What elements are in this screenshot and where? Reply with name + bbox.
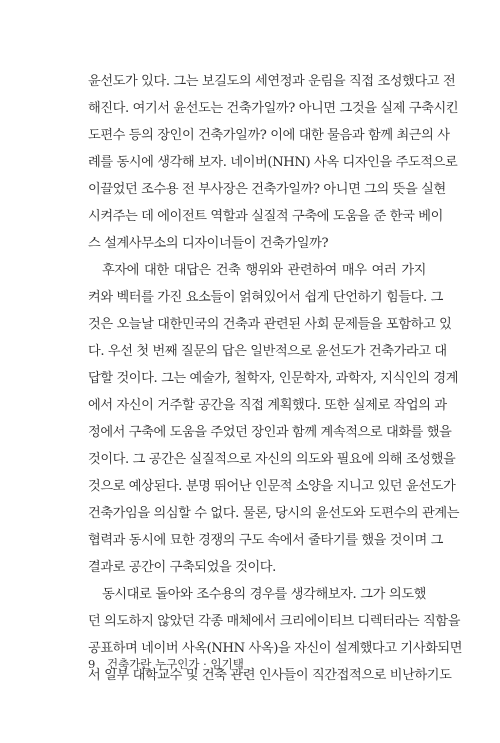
text-line: 이끌었던 조수용 전 부사장은 건축가일까? 아니면 그의 뜻을 실현 bbox=[88, 182, 446, 197]
paragraph bbox=[88, 68, 459, 257]
text-line: 례를 동시에 생각해 보자. 네이버(NHN) 사옥 디자인을 주도적으로 bbox=[88, 155, 458, 170]
text-line: 서 일부 대학교수 및 건축 관련 인사들이 직간접적으로 비난하기도 bbox=[88, 668, 452, 683]
text-line: 답할 것이다. 그는 예술가, 철학자, 인문학자, 과학자, 지식인의 경계 bbox=[88, 371, 459, 386]
text-line: 윤선도가 있다. 그는 보길도의 세연정과 운림을 직접 조성했다고 전 bbox=[88, 74, 456, 89]
text-line: 동시대로 돌아와 조수용의 경우를 생각해보자. 그가 의도했 bbox=[102, 587, 426, 602]
text-line: 정에서 구축에 도움을 주었던 장인과 함께 계속적으로 대화를 했을 bbox=[88, 425, 452, 440]
body-text bbox=[88, 68, 463, 689]
text-line: 결과로 공간이 구축되었을 것이다. bbox=[88, 560, 276, 575]
text-line: 켜와 벡터를 가진 요소들이 얽혀있어서 쉽게 단언하기 힘들다. 그 bbox=[88, 290, 443, 305]
text-line: 도편수 등의 장인이 건축가일까? 이에 대한 물음과 함께 최근의 사 bbox=[88, 128, 450, 143]
text-line: 던 의도하지 않았던 각종 매체에서 크리에이티브 디렉터라는 직함을 bbox=[88, 614, 461, 629]
page-footer bbox=[88, 656, 244, 672]
text-line: 해진다. 여기서 윤선도는 건축가일까? 아니면 그것을 실제 구축시킨 bbox=[88, 101, 459, 116]
text-line: 협력과 동시에 묘한 경쟁의 구도 속에서 줄타기를 했을 것이며 그 bbox=[88, 533, 443, 548]
paragraph bbox=[88, 257, 460, 581]
text-line: 시켜주는 데 에이전트 역할과 실질적 구축에 도움을 준 한국 베이 bbox=[88, 209, 443, 224]
text-line: 에서 자신이 거주할 공간을 직접 계획했다. 또한 실제로 작업의 과 bbox=[88, 398, 447, 413]
text-line: 후자에 대한 대답은 건축 행위와 관련하여 매우 여러 가지 bbox=[102, 263, 426, 278]
page-number: 9 bbox=[88, 657, 96, 671]
paragraph bbox=[88, 581, 463, 689]
text-line: 건축가임을 의심할 수 없다. 물론, 당시의 윤선도와 도편수의 관계는 bbox=[88, 506, 460, 521]
running-title: 건축가란 누구인가 · 임기택 bbox=[106, 657, 244, 671]
text-line: 것이다. 그 공간은 실질적으로 자신의 의도와 필요에 의해 조성했을 bbox=[88, 452, 456, 467]
text-line: 것은 오늘날 대한민국의 건축과 관련된 사회 문제들을 포함하고 있 bbox=[88, 317, 452, 332]
text-line: 공표하며 네이버 사옥(NHN 사옥)을 자신이 설계했다고 기사화되면 bbox=[88, 641, 463, 656]
text-line: 것으로 예상된다. 분명 뛰어난 인문적 소양을 지니고 있던 윤선도가 bbox=[88, 479, 456, 494]
text-line: 다. 우선 첫 번째 질문의 답은 일반적으로 윤선도가 건축가라고 대 bbox=[88, 344, 447, 359]
text-line: 스 설계사무소의 디자이너들이 건축가일까? bbox=[88, 236, 329, 251]
